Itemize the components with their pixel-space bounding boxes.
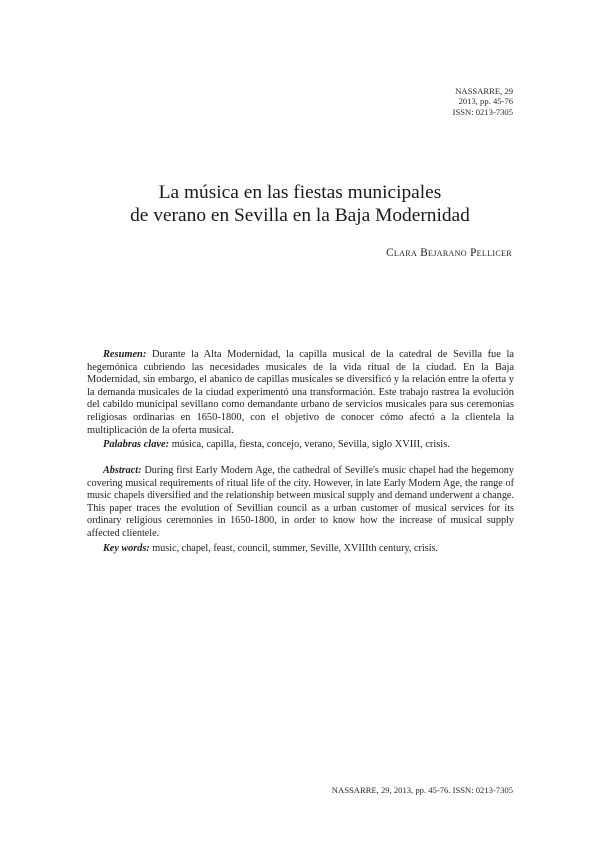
resumen-label: Resumen: xyxy=(103,349,147,360)
journal-reference xyxy=(453,86,513,117)
key-words-text: music, chapel, feast, council, summer, Seville, XVIIIth century, crisis. xyxy=(152,542,439,554)
palabras-clave-text: música, capilla, fiesta, concejo, verano, Sevilla, siglo XVIII, crisis. xyxy=(171,439,450,451)
journal-issue: NASSARRE, 29 xyxy=(455,86,513,96)
palabras-clave-label: Palabras clave: xyxy=(103,439,170,451)
resumen-text: Durante la Alta Modernidad, la capilla musical de la catedral de Sevilla fue la hegemónica cubriendo las necesidades musicales de la vida ritual de la ciudad. En la Baja Modernidad, sin embargo, el abanico de capillas musicales se diversificó y la relación entre la oferta y la demanda musicales de la ciudad experimentó una transformación. Este trabajo rastrea la evolución del cabildo municipal sevillano como demandante urbano de servicios musicales para sus ceremonias religiosas ordinarias en 1650-1800, con el objetivo de conocer cómo afectó a la clientela la multiplicación de la oferta musical. xyxy=(87,349,514,436)
resumen-paragraph xyxy=(87,349,514,437)
spanish-abstract xyxy=(87,349,514,452)
abstract-label: Abstract: xyxy=(103,465,142,476)
english-abstract xyxy=(87,465,514,555)
article-title xyxy=(60,181,540,227)
palabras-clave-paragraph xyxy=(87,439,514,452)
author-name: Clara Bejarano Pellicer xyxy=(386,247,512,259)
abstract-paragraph xyxy=(87,465,514,541)
page-footer: NASSARRE, 29, 2013, pp. 45-76. ISSN: 0213-7305 xyxy=(331,785,513,795)
title-line-2: de verano en Sevilla en la Baja Modernidad xyxy=(130,205,470,226)
title-line-1: La música en las fiestas municipales xyxy=(158,182,442,203)
abstract-text: During first Early Modern Age, the cathedral of Seville's music chapel had the hegemony covering musical requirements of ritual life of the city. However, in late Early Modern Age, the range of music chapels diversified and the relationship between musical supply and demand underwent a change. This paper traces the evolution of Sevillian council as a urban customer of musical services for its ordinary religious ceremonies in 1650-1800, in order to know how the increase of musical supply affected clientele. xyxy=(87,465,514,539)
key-words-label: Key words: xyxy=(103,542,150,554)
journal-issn: ISSN: 0213-7305 xyxy=(452,106,513,117)
journal-pages: 2013, pp. 45-76 xyxy=(458,96,513,107)
key-words-paragraph xyxy=(87,543,514,556)
